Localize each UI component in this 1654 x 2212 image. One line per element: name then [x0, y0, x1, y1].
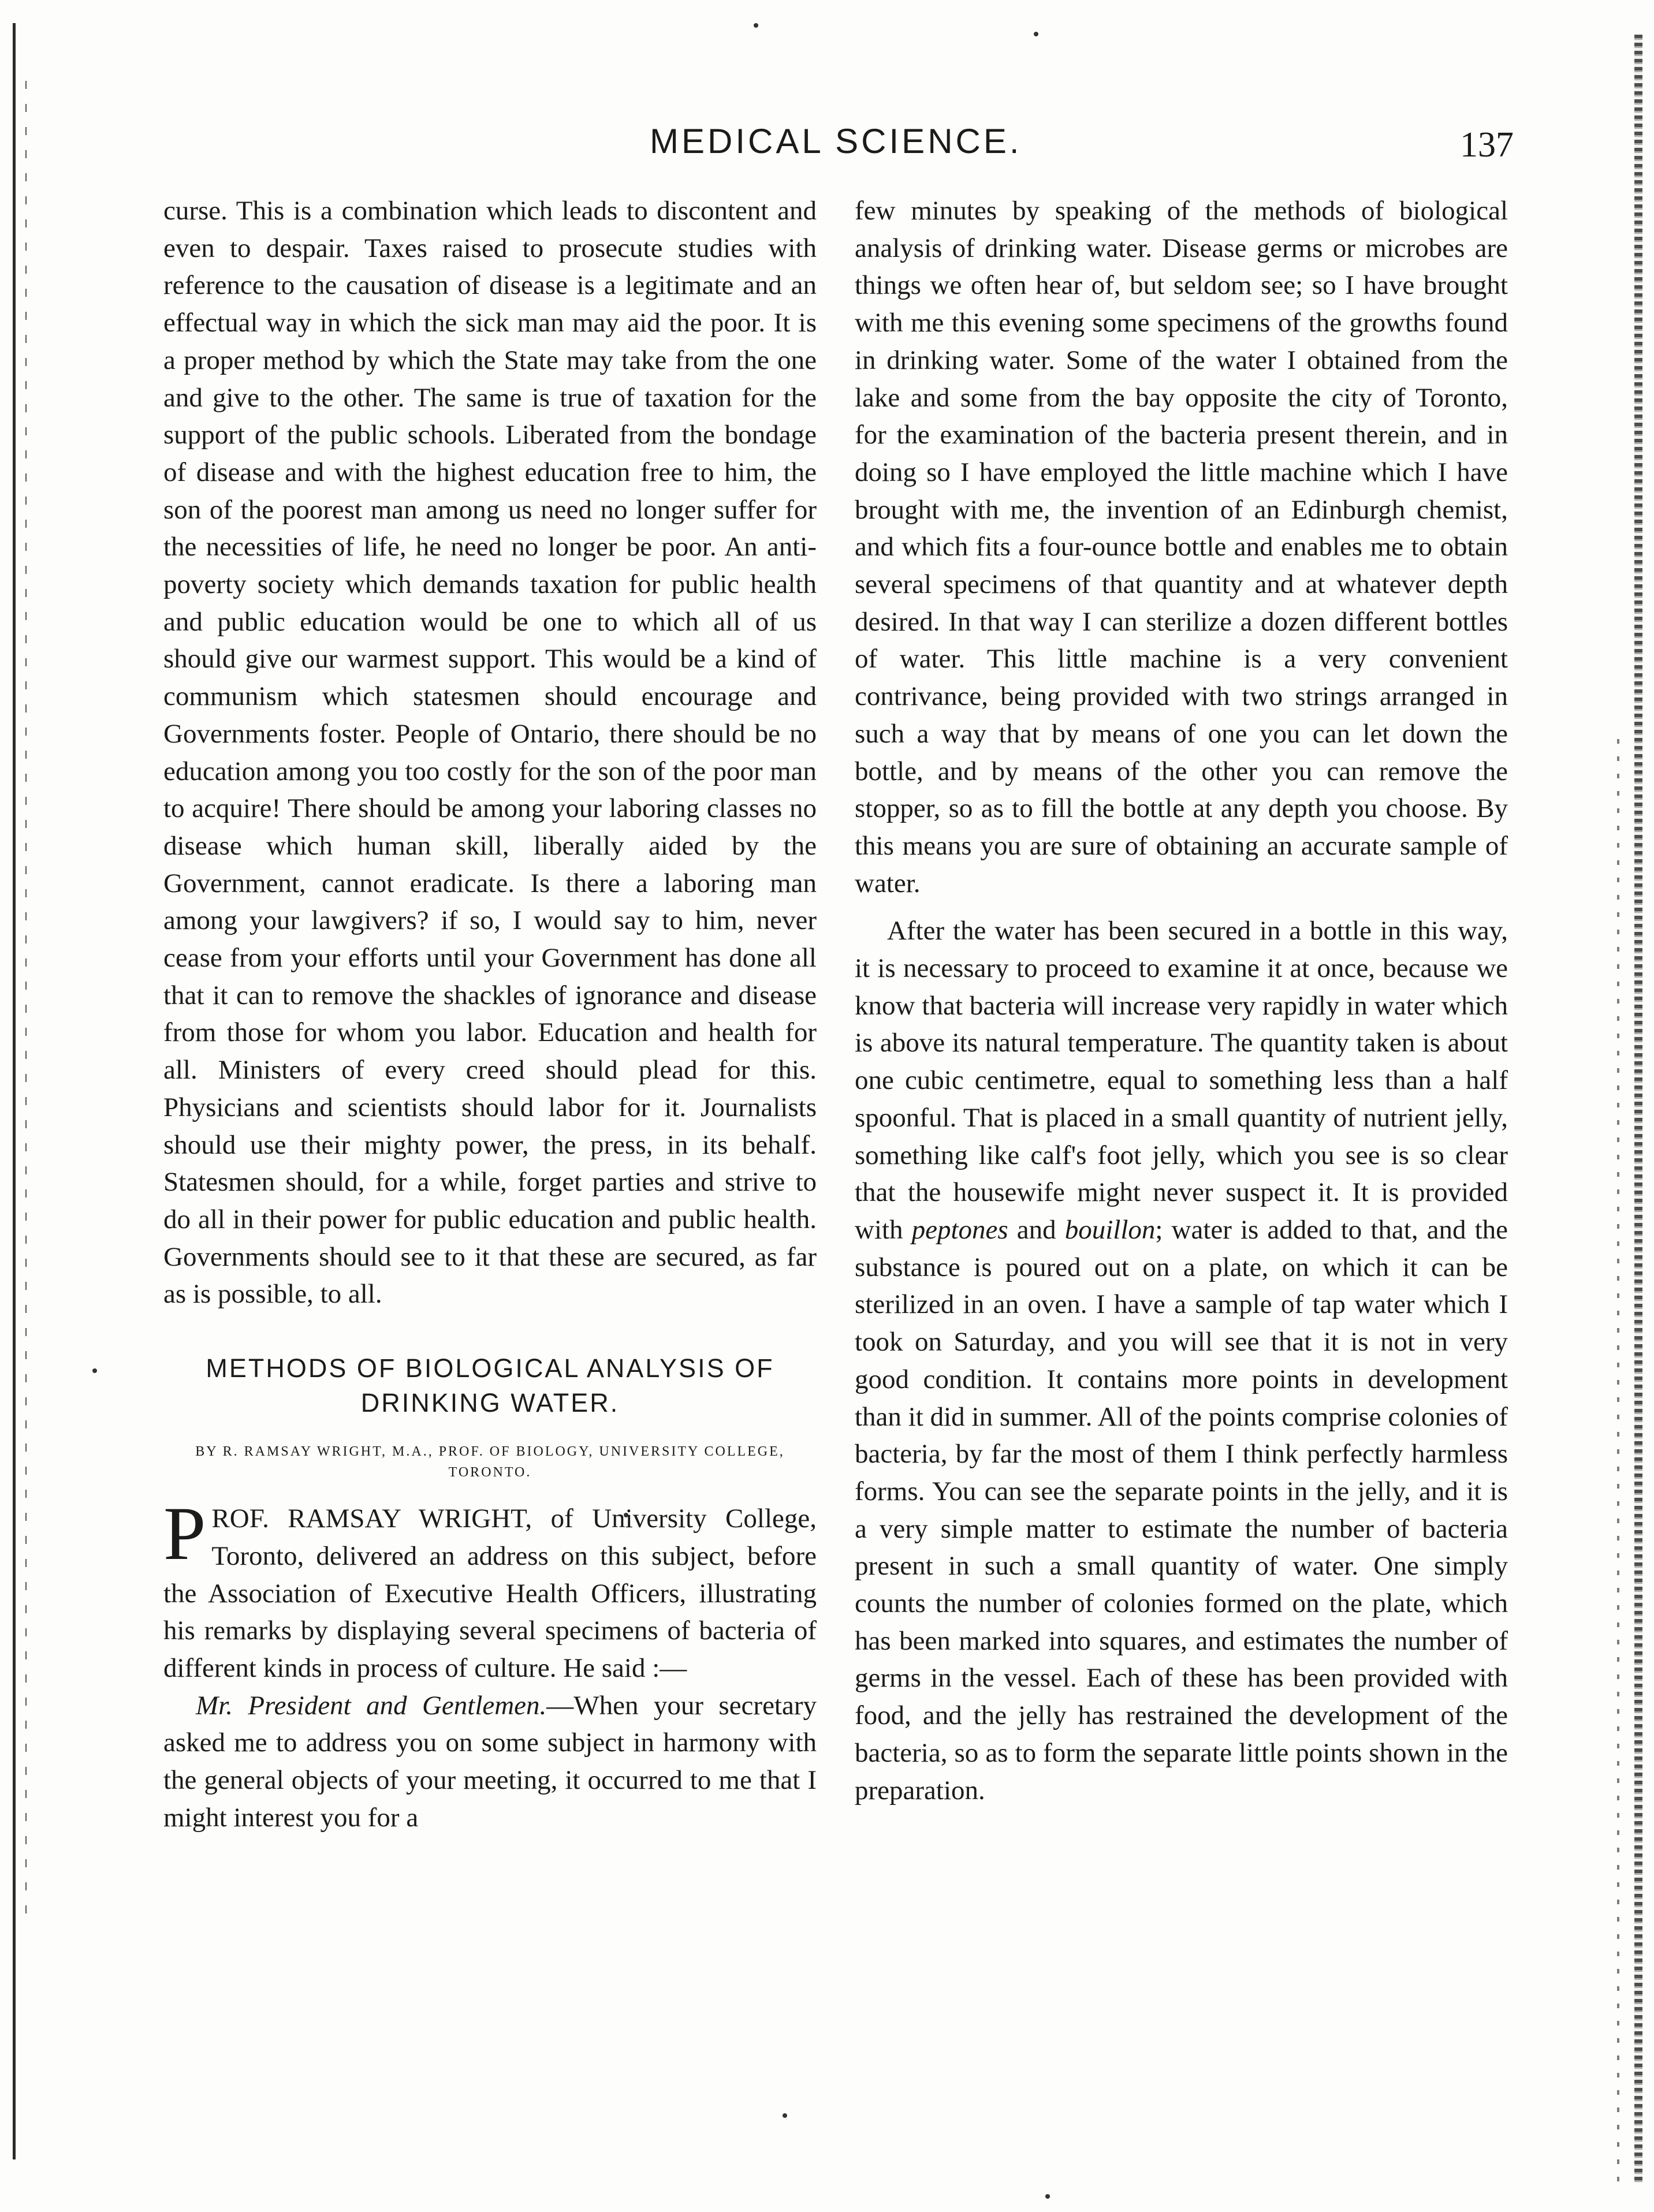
- scan-speck: [92, 1368, 97, 1373]
- right-column: [855, 192, 1508, 1809]
- machine-paragraph: few minutes by speaking of the methods of biological analysis of drinking water. Disease germs or microbes are things we often hear of, but seldom see; so I have brought with me this evening some specimens of the growths found in drinking water. Some of the water I obtained from the lake and some from the bay opposite the city of Toronto, for the examination of the bacteria present therein, and in doing so I have employed the little machine which I have brought with me, the invention of an Edinburgh chemist, and which fits a four-ounce bottle and enables me to obtain several specimens of that quantity and at whatever depth desired. In that way I can sterilize a dozen different bottles of water. This little machine is a very convenient contrivance, being provided with two strings arranged in such a way that by means of one you can let down the bottle, and by means of the other you can remove the stopper, so as to fill the bottle at any depth you choose. By this means you are sure of obtaining an accurate sample of water.: [855, 196, 1508, 898]
- bouillon-term: bouillon: [1064, 1214, 1156, 1245]
- scan-edge-right-dashes: [1617, 739, 1619, 2183]
- culture-text-start: After the water has been secured in a bottle in this way, it is necessary to proceed to examine it at once, because we know that bacteria will increase very rapidly in water which is above its natural temperature. The quantity taken is about one cubic centimetre, equal to something less than a half spoonful. That is placed in a small quantity of nutrient jelly, something like calf's foot jelly, which you see is so clear that the housewife might never suspect it. It is provided with: [855, 916, 1508, 1245]
- address-text: —When your secretary asked me to address you on some subject in harmony with the general objects of your meeting, it occurred to me that I might interest you for a: [163, 1690, 817, 1833]
- culture-text-end: ; water is added to that, and the substance is poured out on a plate, on which it can be sterilized in an oven. I have a sample of tap water which I took on Saturday, and you will see that it is not in very good condition. It contains more points in development than it did in summer. All of the points comprise colonies of bacteria, by far the most of them I think perfectly harmless forms. You can see the separate points in the jelly, and it is a very simple matter to estimate the number of bacteria present in such a small quantity of water. One simply counts the number of colonies formed on the plate, which has been marked into squares, and estimates the number of germs in the vessel. Each of these has been provided with food, and the jelly has restrained the development of the bacteria, so as to form the separate little points shown in the preparation.: [855, 1214, 1508, 1806]
- running-head: [0, 118, 1654, 170]
- address-paragraph: [163, 1687, 817, 1837]
- address-salutation: Mr. President and Gentlemen.: [196, 1690, 547, 1721]
- peptones-term: peptones: [911, 1214, 1008, 1245]
- scan-speck: [1045, 2194, 1050, 2199]
- drop-cap: P: [163, 1491, 206, 1576]
- lead-text: ROF. RAMSAY WRIGHT, of University College, Toronto, delivered an address on this subject, before the Association of Executive Health Officers, illustrating his remarks by displaying several specimens of bacteria of different kinds in process of culture. He said :—: [163, 1504, 817, 1683]
- left-column: [163, 192, 817, 1836]
- and-word: and: [1008, 1214, 1065, 1245]
- running-title: MEDICAL SCIENCE.: [650, 122, 1022, 161]
- lead-paragraph: [163, 1491, 817, 1687]
- culture-paragraph: [855, 912, 1508, 1809]
- article-byline: BY R. RAMSAY WRIGHT, M.A., PROF. OF BIOLOGY, UNIVERSITY COLLEGE, TORONTO.: [195, 1444, 785, 1480]
- scan-edge-right: [1634, 35, 1642, 2183]
- scan-speck: [783, 2113, 787, 2118]
- scan-edge-left-dashes: [25, 81, 27, 1928]
- continuation-paragraph: curse. This is a combination which leads to discontent and even to despair. Taxes raised to prosecute studies with reference to the causation of disease is a legitimate and an effectual way in which the sick man may aid the poor. It is a proper method by which the State may take from the one and give to the other. The same is true of taxation for the support of the public schools. Liberated from the bondage of disease and with the highest education free to him, the son of the poorest man among us need no longer suffer for the necessities of life, he need no longer be poor. An anti-poverty society which demands taxation for public health and public education would be one to which all of us should give our warmest support. This would be a kind of communism which statesmen should encourage and Governments foster. People of Ontario, there should be no education among you too costly for the son of the poor man to acquire! There should be among your laboring classes no disease which human skill, liberally aided by the Government, cannot eradicate. Is there a laboring man among your lawgivers? if so, I would say to him, never cease from your efforts until your Government has done all that it can to remove the shackles of ignorance and disease from those for whom you labor. Education and health for all. Ministers of every creed should plead for this. Physicians and scientists should labor for it. Journalists should use their mighty power, the press, in its behalf. Statesmen should, for a while, forget parties and strive to do all in their power for public education and public health. Governments should see to it that these are secured, as far as is possible, to all.: [163, 196, 817, 1310]
- article-heading: METHODS OF BIOLOGICAL ANALYSIS OF DRINKING WATER.: [206, 1353, 774, 1418]
- scan-speck: [754, 23, 758, 28]
- scan-edge-left: [13, 23, 16, 2159]
- page-number: 137: [1460, 125, 1514, 165]
- scan-speck: [1034, 32, 1038, 36]
